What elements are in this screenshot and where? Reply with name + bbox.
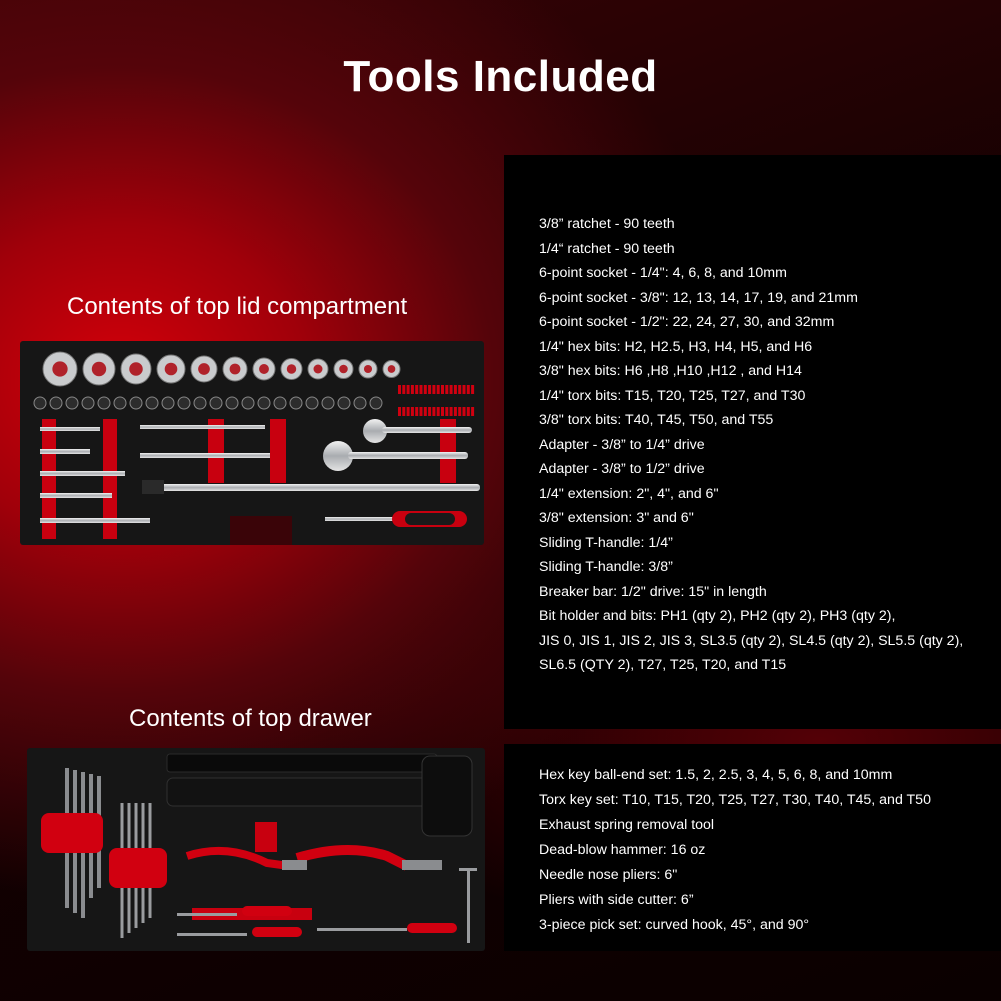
drawer-item: Pliers with side cutter: 6” (539, 892, 694, 908)
lid-item: 1/4“ ratchet - 90 teeth (539, 240, 675, 257)
drawer-tray-image (27, 748, 485, 951)
lid-contents-panel (504, 155, 1001, 729)
drawer-item: 3-piece pick set: curved hook, 45°, and 90° (539, 917, 810, 933)
lid-item: 3/8" hex bits: H6 ,H8 ,H10 ,H12 , and H14 (539, 363, 802, 379)
lid-tray-illustration (20, 341, 484, 545)
lid-item: JIS 0, JIS 1, JIS 2, JIS 3, SL3.5 (qty 2), SL4.5 (qty 2), SL5.5 (qty 2), (539, 632, 964, 649)
drawer-item: Dead-blow hammer: 16 oz (539, 842, 706, 858)
lid-item: 3/8" torx bits: T40, T45, T50, and T55 (539, 412, 774, 428)
lid-compartment-caption: Contents of top lid compartment (67, 293, 408, 320)
lid-item: Bit holder and bits: PH1 (qty 2), PH2 (qty 2), PH3 (qty 2), (539, 608, 896, 624)
lid-item: 1/4" extension: 2", 4", and 6" (539, 485, 719, 502)
drawer-tray-illustration (27, 748, 485, 951)
lid-item: 3/8" extension: 3" and 6" (539, 510, 694, 526)
drawer-item: Needle nose pliers: 6" (539, 867, 678, 883)
lid-tray-image (20, 341, 484, 545)
lid-contents-list (539, 215, 963, 681)
lid-item: 3/8” ratchet - 90 teeth (539, 216, 675, 232)
lid-item: SL6.5 (QTY 2), T27, T25, T20, and T15 (539, 657, 787, 673)
lid-item: Sliding T-handle: 1/4” (539, 534, 673, 551)
drawer-caption: Contents of top drawer (129, 705, 372, 732)
lid-item: 1/4" hex bits: H2, H2.5, H3, H4, H5, and H6 (539, 338, 813, 355)
lid-item: Sliding T-handle: 3/8” (539, 559, 673, 575)
drawer-contents-list (539, 766, 931, 941)
lid-item: 1/4" torx bits: T15, T20, T25, T27, and T30 (539, 387, 806, 404)
page-title: Tools Included (343, 52, 658, 101)
lid-item: Breaker bar: 1/2" drive: 15" in length (539, 583, 767, 600)
lid-item: Adapter - 3/8” to 1/2” drive (539, 461, 705, 477)
drawer-item: Exhaust spring removal tool (539, 817, 715, 833)
drawer-item: Hex key ball-end set: 1.5, 2, 2.5, 3, 4, 5, 6, 8, and 10mm (539, 767, 893, 783)
drawer-item: Torx key set: T10, T15, T20, T25, T27, T30, T40, T45, and T50 (539, 792, 931, 808)
lid-item: Adapter - 3/8” to 1/4” drive (539, 436, 705, 453)
lid-item: 6-point socket - 3/8": 12, 13, 14, 17, 19, and 21mm (539, 289, 858, 306)
drawer-contents-panel (504, 744, 1001, 951)
lid-item: 6-point socket - 1/4": 4, 6, 8, and 10mm (539, 265, 787, 281)
lid-item: 6-point socket - 1/2": 22, 24, 27, 30, and 32mm (539, 314, 835, 330)
